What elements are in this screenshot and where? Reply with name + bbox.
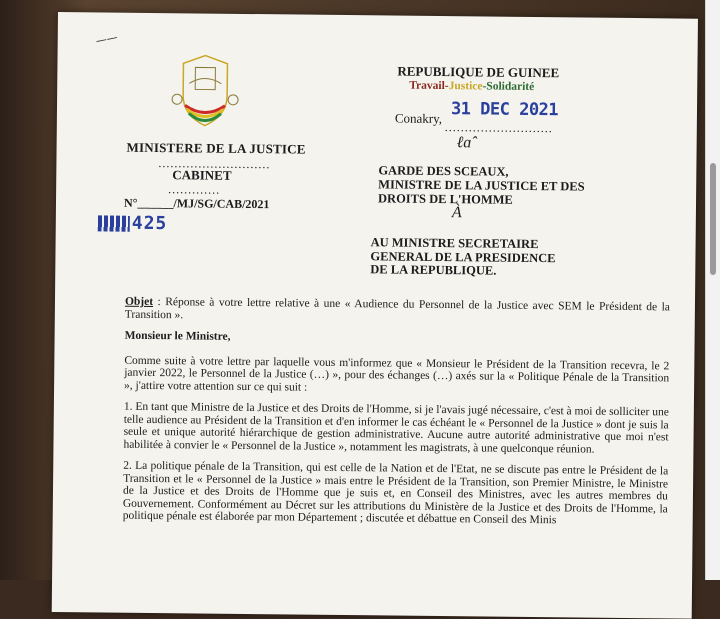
reference-stamp-number: 425 [131,212,168,235]
subject-text: : Réponse à votre lettre relative à une « Audience du Personnel de la Justice avec SEM le Président de la Transition ». [124,296,671,321]
motto-work: Travail- [409,79,449,93]
recipient-line: GENERAL DE LA PRESIDENCE [370,248,556,265]
subject-line [125,296,670,327]
handwritten-mark: ℓɑ̂ [456,134,472,152]
sender-line: GARDE DES SCEAUX, [378,163,509,179]
sender-line: MINISTRE DE LA JUSTICE ET DES [378,177,585,194]
sender-block [378,163,585,207]
place-label: Conakry, [394,110,443,127]
recipient-block [370,236,556,278]
reference-number: N°______/MJ/SG/CAB/2021 [123,195,270,212]
date-dotted-line: ........................... [444,120,553,136]
recipient-line: AU MINISTRE SECRETAIRE [370,235,539,252]
paragraph-2: 2. La politique pénale de la Transition, qui est celle de la Nation et de l'Etat, ne se discute pas entre le Président de la Transition et le « Personnel de la Justice » mais entre le Président de la Transition, son Premier Ministre, le Ministre de la Justice et des Droits de l'Homme que je suis et, en Conseil des Ministres, avec les autres membres du Gouvernement. Conformément au Décret sur les attributions du Ministère de la Justice et des Droits de l'Homme, la politique pénale est élaborée par mon Département ; discutée et débattue en Conseil des Minis [122,459,669,527]
date-stamp: 31 DEC 2021 [450,99,559,121]
national-motto [409,80,534,93]
letter-body [123,296,670,537]
motto-solidarity: -Solidarité [482,80,535,93]
pen-mark: —— [94,30,119,48]
stamp-bars [98,215,130,231]
vertical-scrollbar[interactable] [705,0,720,580]
scrollbar-thumb[interactable] [710,163,716,275]
letter-page [52,12,698,619]
motto-justice: Justice [448,80,483,93]
recipient-line: DE LA REPUBLIQUE. [370,262,497,278]
salutation: Monsieur le Ministre, [124,329,231,343]
sender-line: DROITS DE L'HOMME [377,191,513,207]
reference-stamp [98,212,168,234]
subject-label: Objet [124,295,154,309]
intro-paragraph: Comme suite à votre lettre par laquelle vous m'informez que « Monsieur le Président de la Transition recevra, le 2 janvier 2022, le Personnel de la Justice (…) », pour des échanges (…) axés sur la « Politique Pénale de la Transition », j'attire votre attention sur ce qui suit : [124,354,670,394]
ministry-title: MINISTERE DE LA JUSTICE [126,139,306,157]
dotted-separator: ............................ [158,156,271,172]
paragraph-1: 1. En tant que Ministre de la Justice et des Droits de l'Homme, si je l'avais jugé nécessaire, c'est à moi de solliciter une telle audience au Président de la Transition et d'en informer le cas échéant le « Personnel de la Justice » dont je suis la seule et unique autorité hiérarchique de gestion administrative. Aucune autre autorité administrative que moi n'est habilitée à convier le « Personnel de la Justice », notamment les magistrats, à une quelconque réunion. [123,400,669,456]
cabinet-label: CABINET [172,167,232,183]
dotted-separator: ............. [168,182,221,197]
republic-title: REPUBLIQUE DE GUINEE [397,63,560,81]
guinea-coat-of-arms-icon [165,49,246,140]
handwritten-a: À [451,204,462,222]
